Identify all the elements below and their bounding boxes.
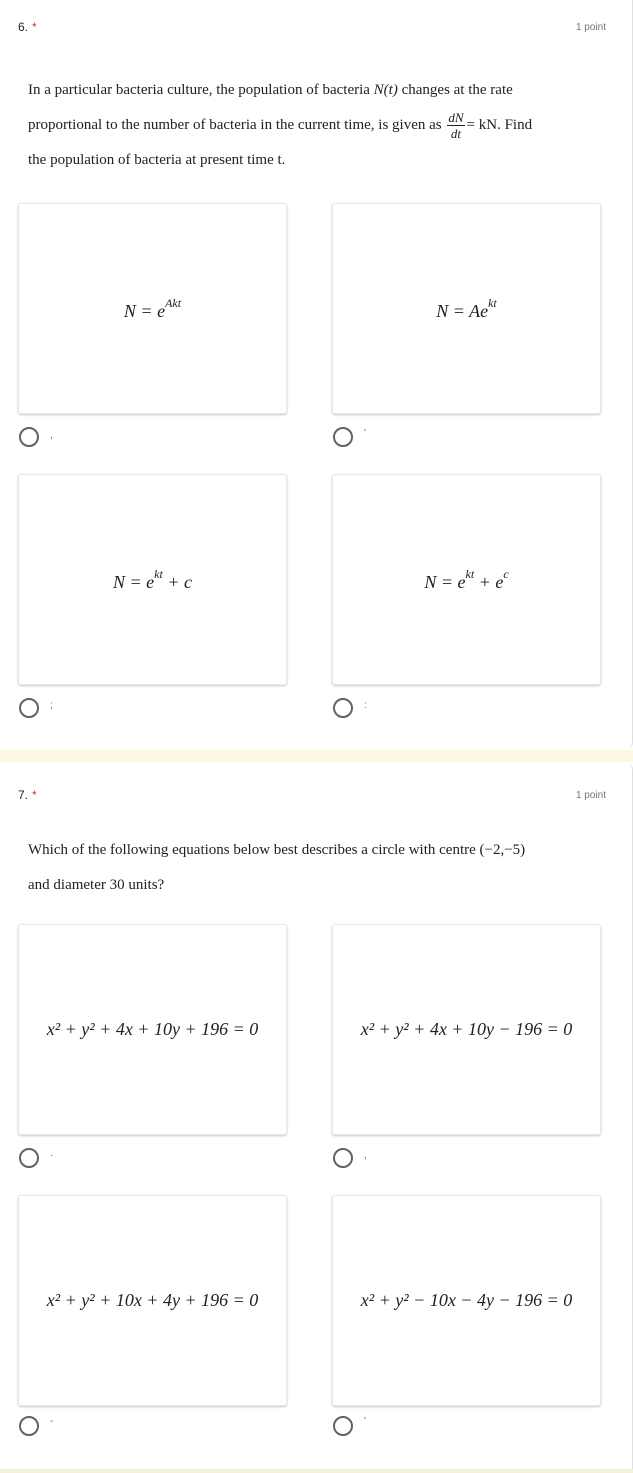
option-label-d: ' <box>364 1416 366 1427</box>
option-label-b: , <box>364 1150 367 1161</box>
question-card-7 <box>0 762 633 1473</box>
option-image-a[interactable]: x² + y² + 4x + 10y + 196 = 0 <box>18 924 287 1135</box>
option-radio-b[interactable] <box>333 1148 353 1168</box>
option-radio-c[interactable] <box>19 698 39 718</box>
option-image-d[interactable]: $N = e^{kt} + e^c$ <box>332 474 601 685</box>
option-radio-c[interactable] <box>19 1416 39 1436</box>
option-label-c: ; <box>50 700 53 711</box>
question-number: 6. * <box>18 20 37 34</box>
required-asterisk: * <box>32 20 37 34</box>
points-label: 1 point <box>575 790 606 801</box>
option-image-b[interactable]: $N = Ae^{kt}$ <box>332 203 601 414</box>
option-image-c[interactable]: $N = e^{kt} + c$ <box>18 474 287 685</box>
page-bottom-edge <box>0 1469 633 1473</box>
option-label-c: - <box>50 1416 54 1427</box>
option-label-a: · <box>50 1150 54 1161</box>
points-label: 1 point <box>575 22 606 33</box>
question-number: 7. * <box>18 788 37 802</box>
option-radio-d[interactable] <box>333 698 353 718</box>
question-text: In a particular bacteria culture, the population of bacteria N(t) changes at the rate proportional to the number of bacteria in the current time, is given as $\frac{dN}{dt}$ = kN. Find the population of bacteria at present time t. <box>28 82 533 168</box>
option-image-c[interactable]: x² + y² + 10x + 4y + 196 = 0 <box>18 1195 287 1406</box>
option-image-d[interactable]: x² + y² − 10x − 4y − 196 = 0 <box>332 1195 601 1406</box>
option-image-b[interactable]: x² + y² + 4x + 10y − 196 = 0 <box>332 924 601 1135</box>
option-label-b: ' <box>364 428 366 439</box>
option-image-a[interactable]: $N = e^{Akt}$ <box>18 203 287 414</box>
option-radio-b[interactable] <box>333 427 353 447</box>
option-label-d: : <box>364 700 367 711</box>
required-asterisk: * <box>32 788 37 802</box>
question-separator <box>0 750 633 762</box>
question-text: Which of the following equations below best describes a circle with centre (−2,−5) and diameter 30 units? <box>28 842 526 893</box>
option-radio-a[interactable] <box>19 427 39 447</box>
option-radio-d[interactable] <box>333 1416 353 1436</box>
option-radio-a[interactable] <box>19 1148 39 1168</box>
derivative-fraction: $\frac{dN}{dt}$ <box>448 110 464 142</box>
option-label-a: , <box>50 430 53 441</box>
